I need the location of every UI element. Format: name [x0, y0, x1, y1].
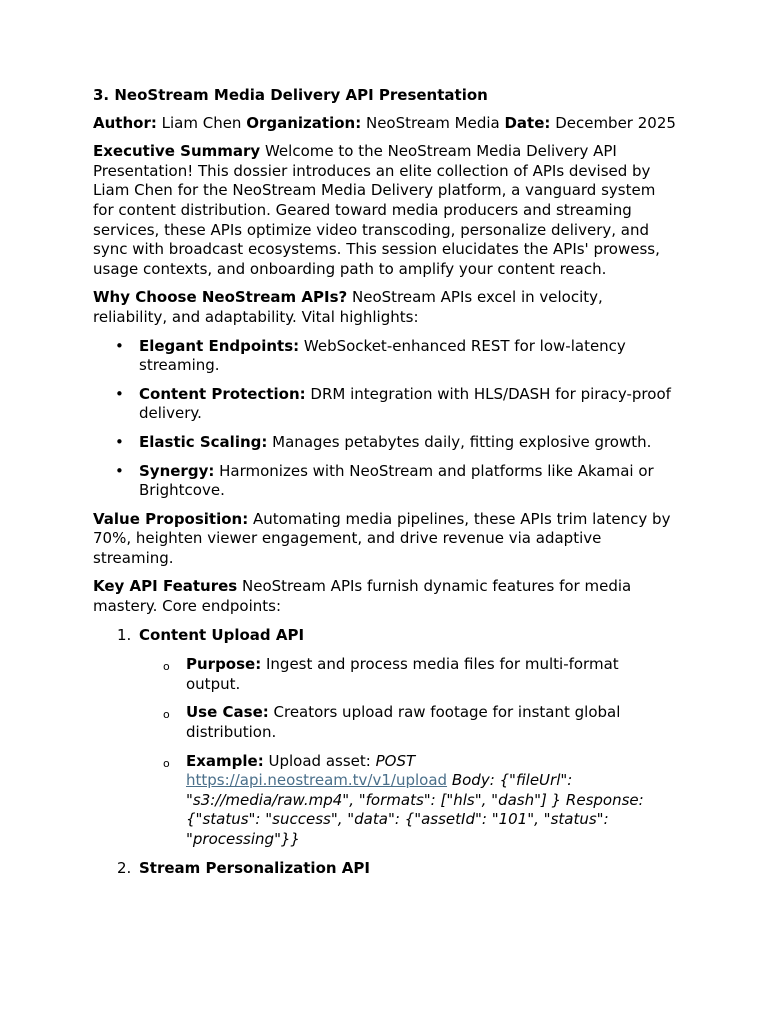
list-item [139, 337, 676, 376]
use-case-text: Creators upload raw footage for instant global distribution. [186, 703, 621, 742]
executive-summary-text: Welcome to the NeoStream Media Delivery API Presentation! This dossier introduces an elite collection of APIs devised by Liam Chen for the NeoStream Media Delivery platform, a vanguard system for content distribution. Geared toward media producers and streaming services, these APIs optimize video transcoding, personalize delivery, and sync with broadcast ecosystems. This session elucidates the APIs' prowess, usage contexts, and onboarding path to amplify your content reach. [93, 142, 660, 278]
list-item [139, 462, 676, 501]
bullet-text: Harmonizes with NeoStream and platforms like Akamai or Brightcove. [139, 461, 654, 500]
value-proposition [93, 510, 676, 569]
endpoint-number: 1. [117, 625, 132, 644]
use-case-label: Use Case: [186, 703, 269, 722]
endpoint-details [139, 655, 676, 849]
highlights-list [93, 337, 676, 501]
bullet-text: DRM integration with HLS/DASH for piracy-proof delivery. [139, 384, 671, 423]
purpose-text: Ingest and process media files for multi-format output. [186, 655, 619, 693]
bullet-label: Elastic Scaling: [139, 432, 268, 451]
endpoint-name: Stream Personalization API [139, 858, 370, 877]
value-proposition-text: Automating media pipelines, these APIs trim latency by 70%, heighten viewer engagement, and drive revenue via adaptive streaming. [93, 509, 671, 567]
organization-value: NeoStream Media [365, 113, 500, 132]
endpoint-name: Content Upload API [139, 625, 305, 644]
executive-summary [93, 142, 676, 279]
bullet-label: Elegant Endpoints: [139, 336, 300, 355]
endpoint-number: 2. [117, 858, 132, 877]
example-url-link[interactable]: https://api.neostream.tv/v1/upload [186, 771, 448, 790]
value-proposition-label: Value Proposition: [93, 509, 249, 528]
bullet-text: Manages petabytes daily, fitting explosive growth. [272, 432, 652, 451]
endpoints-list [93, 626, 676, 879]
list-item [139, 433, 676, 453]
endpoint-item [117, 625, 676, 850]
executive-summary-heading: Executive Summary [93, 142, 261, 161]
meta-line [93, 114, 676, 134]
key-features-text: NeoStream APIs furnish dynamic features for media mastery. Core endpoints: [93, 577, 632, 616]
example-prefix: Upload asset: [268, 751, 371, 770]
detail-item [186, 703, 676, 742]
bullet-label: Content Protection: [139, 384, 306, 403]
key-features-heading: Key API Features [93, 577, 238, 596]
why-choose-text: NeoStream APIs excel in velocity, reliability, and adaptability. Vital highlights: [93, 288, 603, 326]
list-item [139, 385, 676, 424]
example-method: POST [375, 751, 416, 770]
example-label: Example: [186, 751, 264, 770]
date-label: Date: [504, 113, 551, 132]
why-choose-section [93, 288, 676, 327]
example-body: Body: {"fileUrl": "s3://media/raw.mp4", "formats": ["hls", "dash"] } Response: {"status": "success", "data": {"assetId": "101", "status": "processing"}} [186, 771, 644, 848]
bullet-text: WebSocket-enhanced REST for low-latency streaming. [139, 336, 626, 375]
detail-item [186, 655, 676, 694]
author-value: Liam Chen [161, 113, 242, 132]
why-choose-heading: Why Choose NeoStream APIs? [93, 288, 348, 307]
detail-item [186, 752, 676, 850]
organization-label: Organization: [246, 113, 362, 132]
endpoint-item [117, 858, 676, 879]
document-title: 3. NeoStream Media Delivery API Presentation [93, 86, 488, 104]
purpose-label: Purpose: [186, 655, 262, 674]
author-label: Author: [93, 113, 157, 132]
bullet-label: Synergy: [139, 461, 215, 480]
date-value: December 2025 [555, 113, 676, 132]
key-features-section [93, 577, 676, 616]
